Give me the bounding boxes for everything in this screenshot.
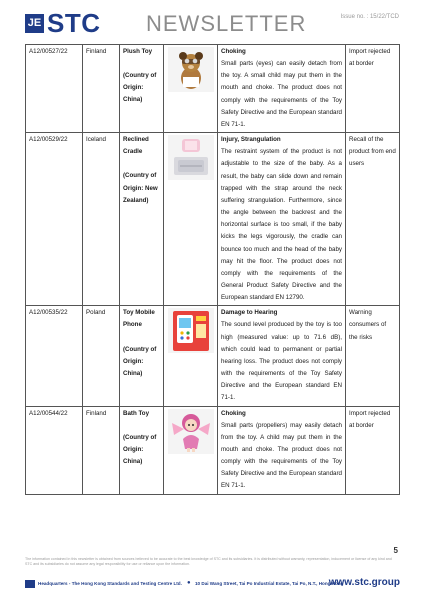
table-row xyxy=(26,406,400,494)
hazard-type: Injury, Strangulation xyxy=(221,136,281,144)
notifying-country: Finland xyxy=(83,406,120,494)
stc-footer-logo-icon xyxy=(25,580,35,588)
table-row xyxy=(26,45,400,133)
origin-label: (Country of Origin: xyxy=(123,345,157,365)
notification-id: A12/00535/22 xyxy=(26,306,83,406)
issue-number: Issue no. : 15/22/TCD xyxy=(340,14,399,20)
hazard-cell xyxy=(218,45,346,133)
origin-country: China) xyxy=(123,96,143,104)
origin-label: (Country of Origin: xyxy=(123,433,157,453)
page-number: 5 xyxy=(393,546,398,555)
origin-country: China) xyxy=(123,458,143,465)
origin-country: China) xyxy=(123,369,143,377)
hazard-description: The sound level produced by the toy is too high (measured value: up to 71.6 dB), which could lead to permanent or partial hearing loss. The product does not comply with the requirements of the Toy Safety Directive and the European standard EN 71-1. xyxy=(221,321,342,402)
hazard-type: Damage to Hearing xyxy=(221,309,278,317)
hazard-cell xyxy=(218,406,346,494)
hazard-description: Small parts (eyes) can easily detach from the toy. A small child may put them in the mouth and choke. The product does not comply with the requirements of the Toy Safety Directive and the European standard EN 71-1. xyxy=(221,60,342,128)
notification-id: A12/00544/22 xyxy=(26,406,83,494)
disclaimer-text: The information contained in this newsletter is obtained from sources believed to be accurate to the best knowledge of STC and its subsidiaries. It is distributed without warranty, representation, inducement or license of any kind and STC and its subsidiaries do not assume any legal responsibility for use or reliance upon the information. xyxy=(25,557,392,566)
notifying-country: Finland xyxy=(83,45,120,133)
hazard-type: Choking xyxy=(221,409,246,417)
measures-taken: Recall of the product from end users xyxy=(346,133,400,306)
location-pin-icon: ● xyxy=(187,580,191,586)
hazard-description: The restraint system of the product is not adjustable to the size of the baby. As a result, the baby can slide down and remain trapped with the strap around the neck suffering strangulation. Furthermore, since the angle between the backrest and the horizontal surface is too small, if the baby kicks the legs vigorously, the cradle can bounce too much and the head of the baby may hit the floor. The product does not comply with the requirements of the General Product Safety Directive and the European standard EN 12790. xyxy=(221,148,342,302)
hazard-description: Small parts (propellers) may easily detach from the toy. A child may put them in the mouth and choke. The product does not comply with the requirements of the Toy Safety Directive and the European standard EN 71-1. xyxy=(221,421,342,490)
hazard-cell xyxy=(218,133,346,306)
origin-label: (Country of Origin: xyxy=(123,172,157,192)
stc-logo-text: STC xyxy=(47,8,101,38)
product-image-cell xyxy=(164,45,218,133)
address-text: 10 Dai Wang Street, Tai Po Industrial Estate, Tai Po, N.T., Hong Kong xyxy=(195,581,344,586)
hazard-cell xyxy=(218,306,346,406)
table-row xyxy=(26,306,400,406)
notifying-country: Poland xyxy=(83,306,120,406)
stc-logo-icon: JE xyxy=(25,14,44,33)
origin-country: New Zealand) xyxy=(123,184,158,204)
recall-table xyxy=(25,44,400,495)
product-image-cell xyxy=(164,133,218,306)
toy-phone-icon xyxy=(168,308,214,353)
fairy-doll-icon xyxy=(168,409,214,454)
product-image-cell xyxy=(164,406,218,494)
product-cell xyxy=(120,406,164,494)
newsletter-title: NEWSLETTER xyxy=(146,11,307,36)
footer-bar xyxy=(25,577,400,591)
notification-id: A12/00527/22 xyxy=(26,45,83,133)
product-image-cell xyxy=(164,306,218,406)
teddy-bear-icon xyxy=(168,47,214,92)
product-name: Bath Toy xyxy=(123,409,150,417)
notifying-country: Iceland xyxy=(83,133,120,306)
product-name: Plush Toy xyxy=(123,48,153,55)
measures-taken: Warning consumers of the risks xyxy=(346,306,400,406)
hazard-type: Choking xyxy=(221,48,246,55)
product-cell xyxy=(120,306,164,406)
newsletter-header xyxy=(0,0,425,40)
headquarters-label: Headquarters - The Hong Kong Standards and Testing Centre Ltd. xyxy=(38,581,182,586)
measures-taken: Import rejected at border xyxy=(346,45,400,133)
measures-taken: Import rejected at border xyxy=(346,406,400,494)
notification-id: A12/00529/22 xyxy=(26,133,83,306)
table-row xyxy=(26,133,400,306)
baby-cradle-icon xyxy=(168,135,214,180)
product-name: Toy Mobile Phone xyxy=(123,309,155,329)
product-name: Reclined Cradle xyxy=(123,136,149,156)
origin-label: (Country of Origin: xyxy=(123,72,157,92)
website-link[interactable]: www.stc.group xyxy=(328,577,400,588)
product-cell xyxy=(120,45,164,133)
product-cell xyxy=(120,133,164,306)
